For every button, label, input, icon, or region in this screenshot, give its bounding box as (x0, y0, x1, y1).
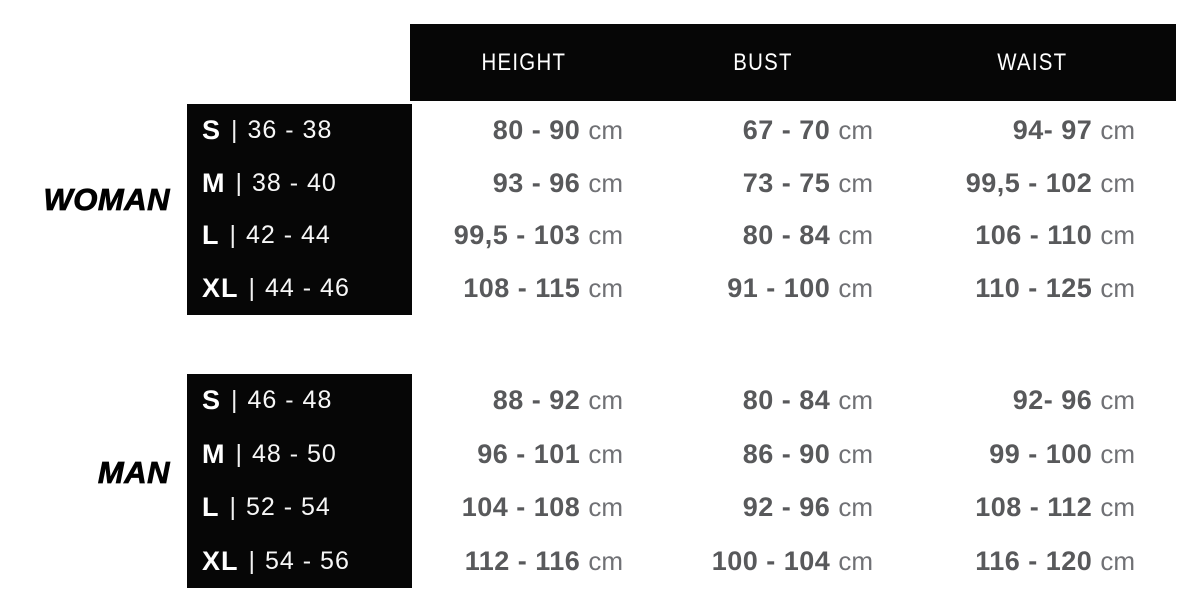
size-range: 42 - 44 (246, 221, 331, 250)
column-header-waist-label: WAIST (996, 48, 1068, 76)
man-l-height-cell (412, 481, 640, 535)
size-separator: | (235, 439, 242, 468)
man-size-row-m (187, 428, 412, 482)
man-measurements-grid (412, 374, 1176, 588)
man-m-waist-cell (890, 428, 1176, 482)
measurement-unit: cm (1100, 167, 1135, 198)
man-section-label: MAN (97, 455, 170, 490)
woman-xl-bust-cell (640, 262, 890, 315)
measurement-unit: cm (588, 273, 623, 304)
measurement-value: 108 - 115 (463, 273, 581, 304)
measurement-value: 92 - 96 (742, 492, 831, 523)
size-range: 36 - 38 (247, 115, 333, 144)
man-size-row-s (187, 374, 412, 428)
measurement-value: 80 - 90 (492, 114, 581, 145)
size-label: S (202, 385, 222, 416)
woman-xl-waist-cell (890, 262, 1176, 315)
woman-size-row-l (187, 210, 412, 263)
measurement-unit: cm (588, 114, 623, 145)
size-label: M (202, 438, 226, 469)
man-xl-height-cell (412, 535, 640, 589)
measurement-unit: cm (588, 545, 623, 576)
man-s-height-cell (412, 374, 640, 428)
woman-size-row-m (187, 157, 412, 210)
measurement-value: 80 - 84 (742, 385, 831, 416)
measurement-unit: cm (588, 167, 623, 198)
woman-s-height-cell (412, 104, 640, 157)
measurement-unit: cm (838, 167, 873, 198)
measurement-unit: cm (588, 438, 623, 469)
size-range: 38 - 40 (252, 168, 337, 197)
man-l-bust-cell (640, 481, 890, 535)
measurement-value: 116 - 120 (975, 545, 1093, 576)
measurement-unit: cm (838, 273, 873, 304)
size-separator: | (231, 386, 238, 415)
column-header-bust-label: BUST (733, 48, 793, 76)
woman-size-row-s (187, 104, 412, 157)
column-header-height-label: HEIGHT (481, 48, 567, 76)
size-label: S (202, 114, 222, 145)
man-xl-waist-cell (890, 535, 1176, 589)
size-separator: | (248, 274, 256, 303)
measurement-unit: cm (838, 114, 873, 145)
measurement-value: 112 - 116 (464, 545, 581, 576)
measurement-value: 106 - 110 (975, 220, 1093, 251)
measurement-value: 99,5 - 103 (453, 220, 581, 251)
measurement-unit: cm (1100, 114, 1135, 145)
size-range: 44 - 46 (265, 274, 350, 303)
size-separator: | (231, 115, 238, 144)
measurement-value: 67 - 70 (742, 114, 831, 145)
woman-m-waist-cell (890, 157, 1176, 210)
measurement-value: 91 - 100 (727, 273, 831, 304)
measurement-unit: cm (1100, 273, 1135, 304)
table-header-row (410, 24, 1176, 101)
measurement-unit: cm (1100, 545, 1135, 576)
measurement-value: 86 - 90 (742, 438, 831, 469)
woman-s-bust-cell (640, 104, 890, 157)
measurement-value: 88 - 92 (492, 385, 581, 416)
woman-l-bust-cell (640, 210, 890, 263)
measurement-unit: cm (1100, 438, 1135, 469)
woman-m-height-cell (412, 157, 640, 210)
measurement-value: 108 - 112 (975, 492, 1093, 523)
man-m-height-cell (412, 428, 640, 482)
man-l-waist-cell (890, 481, 1176, 535)
man-size-row-l (187, 481, 412, 535)
size-range: 46 - 48 (247, 386, 333, 415)
measurement-unit: cm (838, 492, 873, 523)
woman-s-waist-cell (890, 104, 1176, 157)
measurement-value: 80 - 84 (742, 220, 831, 251)
woman-l-waist-cell (890, 210, 1176, 263)
column-header-height (410, 24, 638, 101)
measurement-unit: cm (588, 220, 623, 251)
man-s-bust-cell (640, 374, 890, 428)
woman-size-row-xl (187, 262, 412, 315)
woman-section-label: WOMAN (43, 182, 170, 217)
measurement-value: 104 - 108 (461, 492, 581, 523)
measurement-unit: cm (838, 220, 873, 251)
size-range: 52 - 54 (246, 493, 331, 522)
size-separator: | (229, 221, 236, 250)
size-label: M (202, 167, 226, 198)
measurement-value: 73 - 75 (742, 167, 831, 198)
measurement-unit: cm (838, 545, 873, 576)
measurement-unit: cm (838, 438, 873, 469)
size-range: 48 - 50 (252, 439, 337, 468)
measurement-value: 94- 97 (1012, 114, 1093, 145)
measurement-unit: cm (588, 492, 623, 523)
measurement-value: 100 - 104 (711, 545, 831, 576)
man-m-bust-cell (640, 428, 890, 482)
measurement-value: 96 - 101 (477, 438, 581, 469)
size-label: L (202, 220, 220, 251)
column-header-bust (638, 24, 888, 101)
size-label: XL (202, 273, 239, 304)
size-label: L (202, 492, 220, 523)
measurement-value: 99,5 - 102 (965, 167, 1093, 198)
size-separator: | (235, 168, 242, 197)
column-header-waist (888, 24, 1176, 101)
measurement-value: 93 - 96 (492, 167, 581, 198)
woman-xl-height-cell (412, 262, 640, 315)
measurement-unit: cm (838, 385, 873, 416)
size-label: XL (202, 545, 239, 576)
size-range: 54 - 56 (265, 546, 350, 575)
measurement-unit: cm (1100, 492, 1135, 523)
measurement-value: 99 - 100 (989, 438, 1093, 469)
measurement-unit: cm (588, 385, 623, 416)
woman-measurements-grid (412, 104, 1176, 315)
measurement-unit: cm (1100, 385, 1135, 416)
measurement-value: 110 - 125 (975, 273, 1093, 304)
man-size-box (187, 374, 412, 588)
man-s-waist-cell (890, 374, 1176, 428)
man-size-row-xl (187, 535, 412, 589)
measurement-value: 92- 96 (1012, 385, 1093, 416)
measurement-unit: cm (1100, 220, 1135, 251)
man-xl-bust-cell (640, 535, 890, 589)
size-separator: | (229, 493, 236, 522)
woman-m-bust-cell (640, 157, 890, 210)
woman-l-height-cell (412, 210, 640, 263)
woman-size-box (187, 104, 412, 315)
size-separator: | (248, 546, 256, 575)
